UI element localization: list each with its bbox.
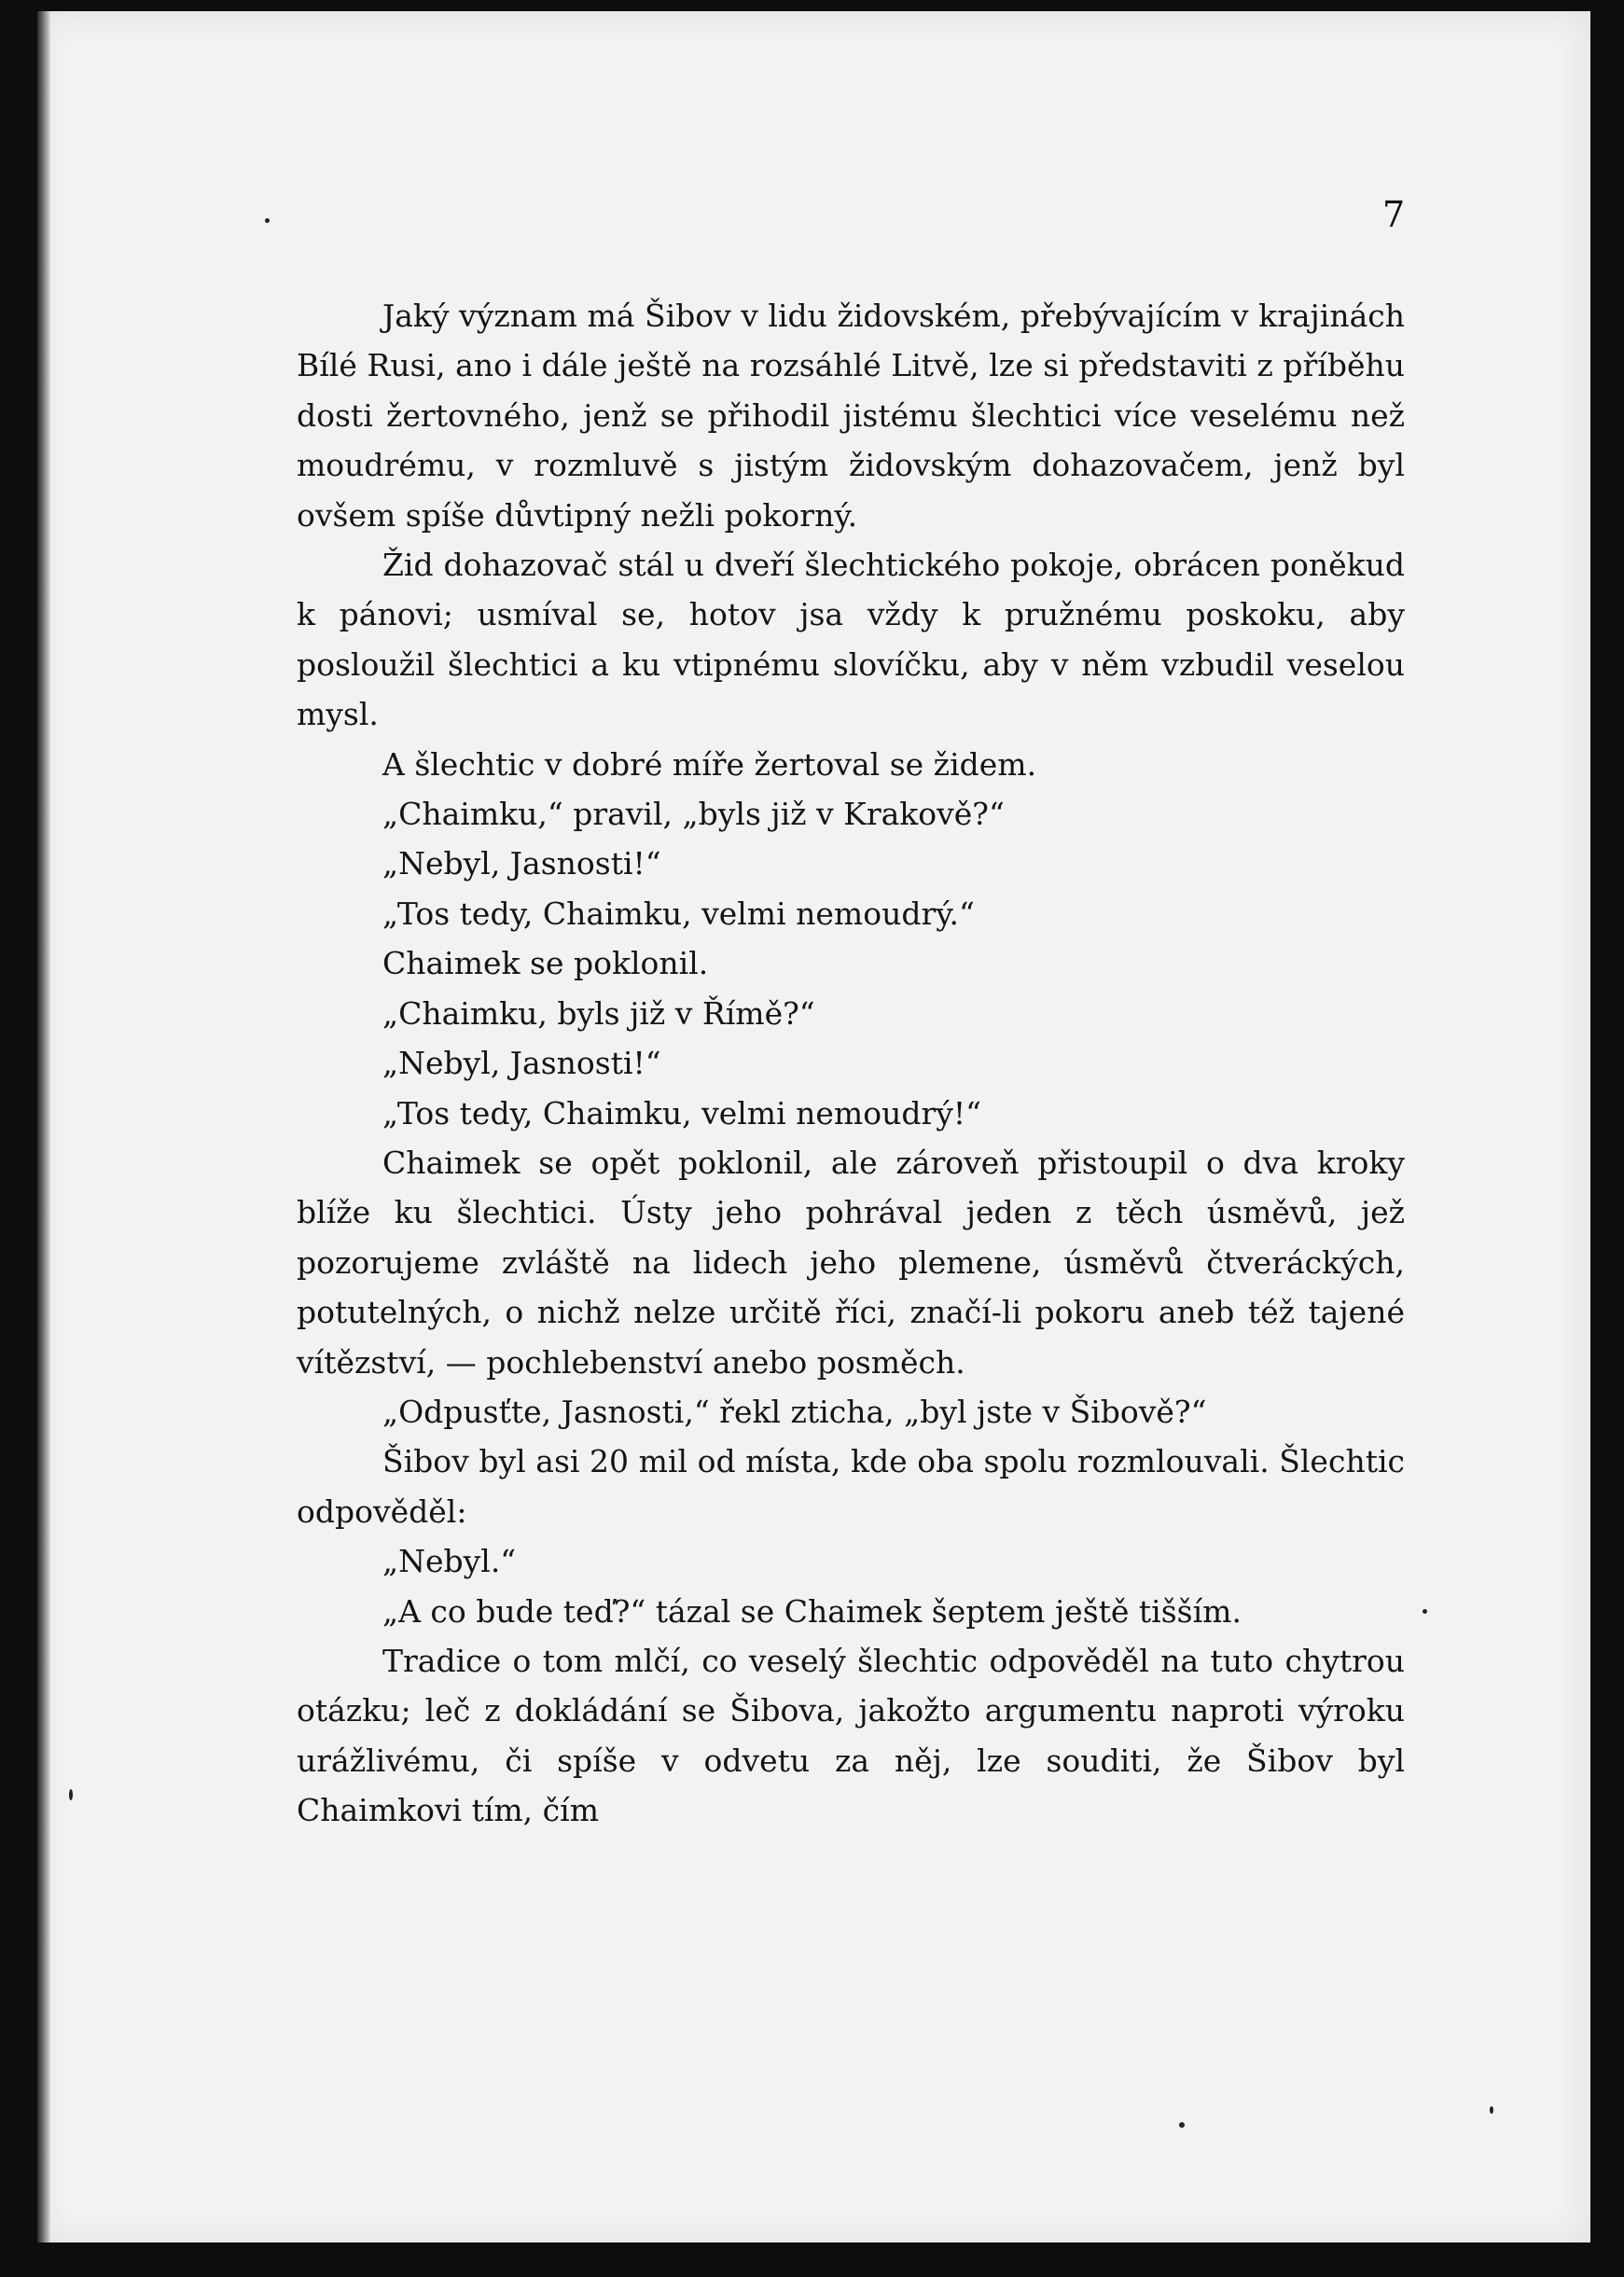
paragraph: A šlechtic v dobré míře žertoval se židem. [382,745,1037,783]
dialog-line: „Tos tedy, Chaimku, velmi nemoudrý.“ [382,895,975,932]
paragraph: Chaimek se poklonil. [382,945,709,982]
paragraph: Jaký význam má Šibov v lidu židovském, přebývajícím v krajinách Bílé Rusi, ano i dále ještě na rozsáhlé Litvě, lze si představiti z příběhu dosti žertovného, jenž se přihodil jistému šlechtici více veselému než moudrému, v rozmluvě s jistým židovským dohazovačem, jenž byl ovšem spíše důvtipný nežli pokorný. [297,298,1405,534]
dialog-line: „Chaimku,“ pravil, „byls již v Krakově?“ [382,796,1005,833]
dialog-line: „Odpusťte, Jasnosti,“ řekl zticha, „byl jste v Šibově?“ [382,1393,1207,1430]
scan-speck [1423,1609,1427,1614]
paragraph: Šibov byl asi 20 mil od místa, kde oba spolu rozmlouvali. Šlechtic odpověděl: [297,1443,1405,1530]
paragraph: „A co bude teď?“ tázal se Chaimek šeptem ještě tišším. [382,1592,1242,1630]
binding-edge [37,11,50,2242]
dialog-line: „Nebyl.“ [382,1543,517,1580]
dialog-line: „Nebyl, Jasnosti!“ [382,1045,661,1082]
dialog-line: „Tos tedy, Chaimku, velmi nemoudrý!“ [382,1094,982,1132]
paragraph: Tradice o tom mlčí, co veselý šlechtic odpověděl na tuto chytrou otázku; leč z dokládání se Šibova, jakožto argumentu naproti výroku urážlivému, či spíše v odvetu za něj, lze souditi, že Šibov byl Chaimkovi tím, čím [297,1642,1405,1829]
paragraph: Žid dohazovač stál u dveří šlechtického pokoje, obrácen poněkud k pánovi; usmíval se, hotov jsa vždy k pružnému poskoku, aby posloužil šlechtici a ku vtipnému slovíčku, aby v něm vzbudil veselou mysl. [297,547,1405,733]
paragraph: Chaimek se opět poklonil, ale zároveň přistoupil o dva kroky blíže ku šlechtici. Ústy jeho pohrával jeden z těch úsměvů, jež pozorujeme zvláště na lidech jeho plemene, úsměvů čtveráckých, potutelných, o nichž nelze určitě říci, značí-li pokoru aneb též tajené vítězství, — pochlebenství anebo posměch. [297,1144,1405,1381]
page-number: 7 [1382,194,1406,235]
body-text [297,291,1405,1836]
scan-speck [69,1789,73,1800]
dialog-line: „Chaimku, byls již v Římě?“ [382,994,815,1032]
dialog-line: „Nebyl, Jasnosti!“ [382,845,661,882]
scan-speck [1490,2106,1493,2114]
scan-speck [265,218,270,223]
scan-speck [1179,2122,1185,2128]
